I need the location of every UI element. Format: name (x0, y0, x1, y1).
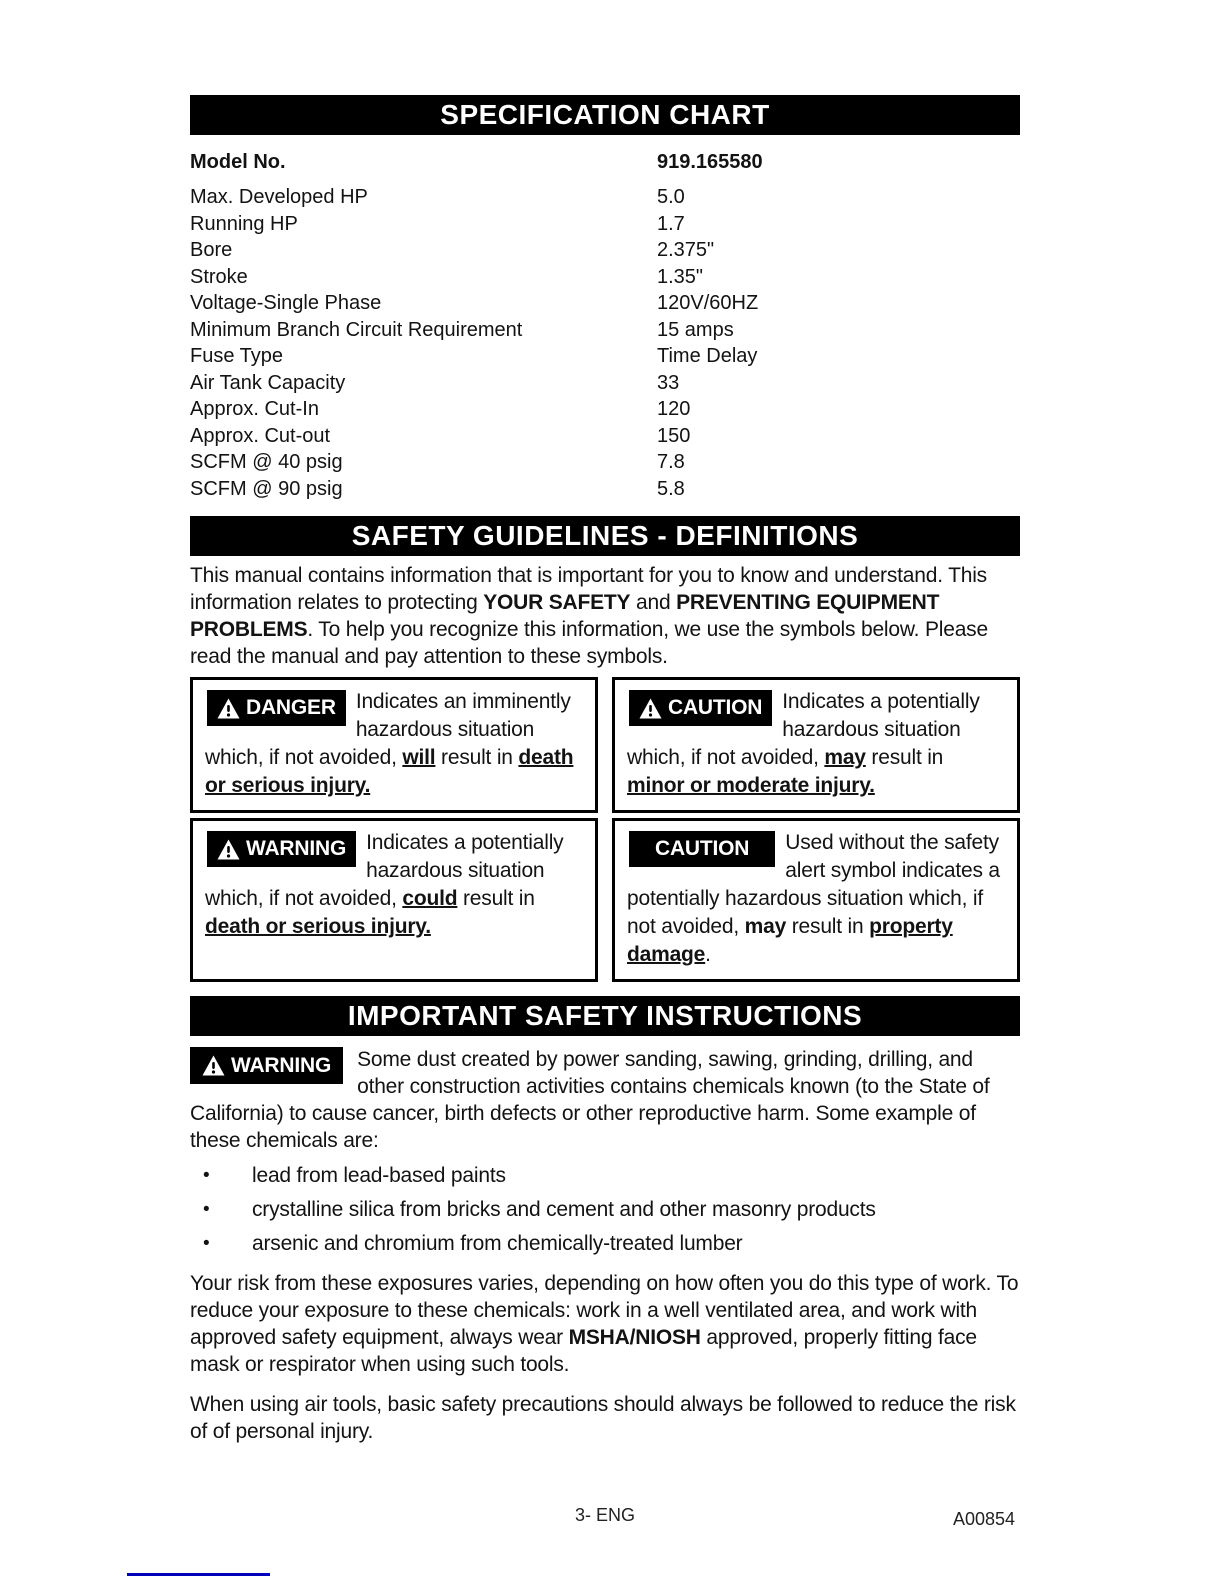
spec-label: Voltage-Single Phase (190, 292, 382, 314)
definition-text: Indicates an imminently hazardous situation which, if not avoided, will result in death or serious injury. (205, 690, 574, 797)
safety-intro-paragraph: This manual contains information that is important for you to know and understand. This information relates to protecting YOUR SAFETY and PREVENTING EQUIPMENT PROBLEMS. To help you recognize this information, we use the symbols below. Please read the manual and pay attention to these symbols. (190, 564, 988, 668)
list-item-text: crystalline silica from bricks and cement and other masonry products (252, 1198, 876, 1221)
badge-label: CAUTION (668, 696, 763, 719)
scan-artifact-line (127, 1573, 270, 1576)
warning-text: Some dust created by power sanding, sawing, grinding, drilling, and other construction activities contains chemicals known (to the State of California) to cause cancer, birth defects or other reproductive harm. Some example of these chemicals are: (190, 1048, 990, 1152)
danger-definition-box (190, 677, 598, 813)
spec-row (190, 290, 1020, 317)
danger-badge (207, 690, 346, 726)
bullet-marker: • (203, 1199, 210, 1220)
chemical-bullet-list (190, 1162, 1020, 1257)
caution-plain-badge (629, 831, 775, 867)
spec-row-model (190, 148, 1020, 176)
california-warning-paragraph (190, 1046, 1020, 1154)
spec-label: Bore (190, 239, 233, 261)
page-number: 3- ENG (574, 1505, 635, 1525)
list-item (190, 1196, 1020, 1223)
caution-plain-definition-box (612, 818, 1020, 982)
air-tools-paragraph: When using air tools, basic safety precautions should always be followed to reduce the risk of of personal injury. (190, 1393, 1016, 1443)
spec-value: 120V/60HZ (657, 292, 759, 314)
spec-label: Approx. Cut-out (190, 424, 331, 447)
definition-text: Used without the safety alert symbol indicates a potentially hazardous situation which, if not avoided, may result in property damage. (627, 831, 1000, 966)
spec-value: 33 (657, 371, 680, 394)
spec-label: Approx. Cut-In (190, 398, 319, 420)
spec-value: 919.165580 (657, 151, 763, 173)
list-item-text: arsenic and chromium from chemically-treated lumber (252, 1232, 743, 1255)
spec-table (190, 148, 1020, 502)
badge-label: DANGER (246, 696, 336, 719)
list-item-text: lead from lead-based paints (252, 1164, 506, 1187)
definition-text: Indicates a potentially hazardous situation which, if not avoided, may result in minor or moderate injury. (627, 690, 980, 797)
spec-label: Fuse Type (190, 345, 284, 367)
bullet-marker: • (203, 1233, 210, 1254)
section-header-safety-guidelines: SAFETY GUIDELINES - DEFINITIONS (190, 516, 1020, 556)
badge-label: WARNING (231, 1054, 332, 1077)
page-content (190, 95, 1020, 1445)
spec-value: 1.7 (657, 212, 685, 235)
alert-triangle-icon (217, 839, 240, 860)
spec-row (190, 317, 1020, 344)
warning-badge (190, 1047, 343, 1084)
spec-row (190, 423, 1020, 450)
spec-value: 150 (657, 424, 691, 447)
list-item (190, 1162, 1020, 1189)
spec-row (190, 343, 1020, 370)
badge-label: WARNING (246, 837, 347, 860)
risk-paragraph: Your risk from these exposures varies, depending on how often you do this type of work. To reduce your exposure to these chemicals: work in a well ventilated area, and work with approved safety equipment, always wear MSHA/NIOSH approved, properly fitting face mask or respirator when using such tools. (190, 1272, 1019, 1376)
spec-label: Max. Developed HP (190, 186, 368, 208)
caution-definition-box (612, 677, 1020, 813)
spec-label: Running HP (190, 212, 298, 235)
spec-label: Model No. (190, 151, 286, 173)
spec-label: SCFM @ 40 psig (190, 451, 343, 473)
spec-row (190, 211, 1020, 238)
spec-label: Air Tank Capacity (190, 371, 346, 394)
alert-triangle-icon (202, 1055, 225, 1076)
list-item (190, 1230, 1020, 1257)
warning-badge (207, 831, 356, 867)
spec-value: 120 (657, 398, 691, 420)
spec-row (190, 264, 1020, 291)
spec-label: Stroke (190, 265, 248, 288)
caution-badge (629, 690, 772, 726)
bullet-marker: • (203, 1165, 210, 1186)
spec-label: SCFM @ 90 psig (190, 477, 343, 500)
spec-value: Time Delay (657, 345, 758, 367)
spec-value: 1.35" (657, 265, 704, 288)
spec-row (190, 237, 1020, 264)
spec-row (190, 476, 1020, 503)
spec-value: 5.8 (657, 477, 685, 500)
spec-row (190, 370, 1020, 397)
definition-grid (190, 677, 1020, 982)
spec-value: 7.8 (657, 451, 685, 473)
spec-row (190, 396, 1020, 423)
alert-triangle-icon (217, 698, 240, 719)
definition-text: Indicates a potentially hazardous situation which, if not avoided, could result in death or serious injury. (205, 831, 564, 938)
spec-label: Minimum Branch Circuit Requirement (190, 318, 523, 341)
spec-value: 5.0 (657, 186, 685, 208)
spec-row (190, 449, 1020, 476)
alert-triangle-icon (639, 698, 662, 719)
section-header-specification-chart: SPECIFICATION CHART (190, 95, 1020, 135)
badge-label: CAUTION (655, 837, 750, 860)
spec-value: 2.375" (657, 239, 715, 261)
spec-value: 15 amps (657, 318, 734, 341)
document-code: A00854 (952, 1509, 1015, 1529)
warning-definition-box (190, 818, 598, 982)
section-header-important-safety: IMPORTANT SAFETY INSTRUCTIONS (190, 996, 1020, 1036)
spec-row (190, 184, 1020, 211)
